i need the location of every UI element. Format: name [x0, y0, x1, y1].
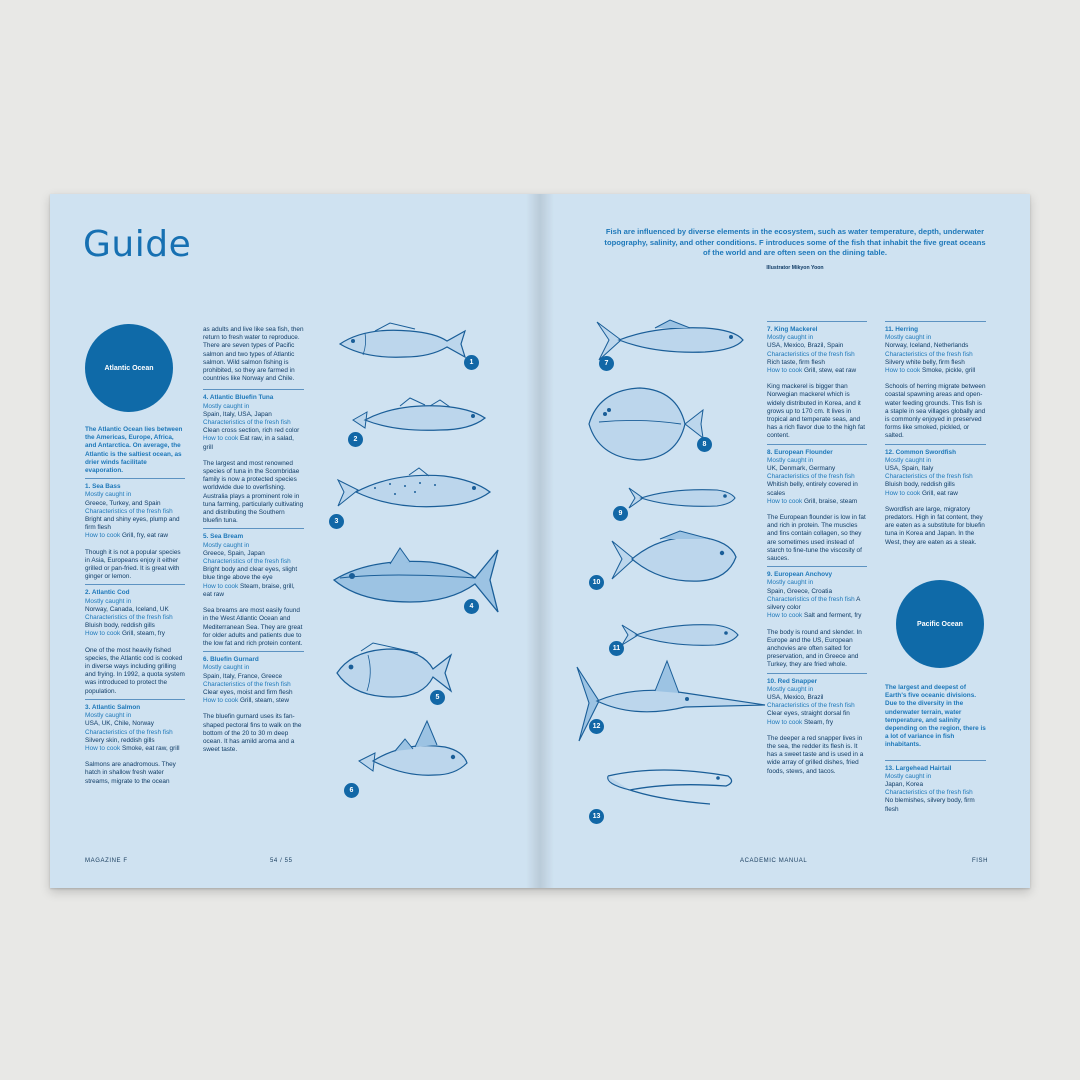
- fish-number-badge: 7: [599, 356, 614, 371]
- caught-label: Mostly caught in: [203, 402, 250, 410]
- entry-body: Sea breams are most easily found in the West Atlantic Ocean and Mediterranean Sea. They are great for older adults and patients due to the low fat and rich protein content.: [203, 607, 303, 647]
- char-value: Rich taste, firm flesh: [767, 358, 825, 366]
- cook-label: How to cook: [767, 497, 803, 505]
- char-label: Characteristics of the fresh fish: [203, 558, 291, 566]
- fish-number-badge: 12: [589, 719, 604, 734]
- fish-number-badge: 13: [589, 809, 604, 824]
- char-value: Bright and shiny eyes, plump and firm flesh: [85, 516, 180, 532]
- char-value: Bright body and clear eyes, slight blue tinge above the eye: [203, 566, 298, 582]
- caught-label: Mostly caught in: [85, 597, 132, 605]
- column-2: [203, 326, 304, 754]
- entry-heading: 8. European Flounder: [767, 448, 833, 456]
- atlantic-cod-illustration: [345, 394, 490, 442]
- footer-topic: FISH: [972, 858, 989, 864]
- entry-body: The largest and most renowned species of tuna in the Scombridae family is now a protected species worldwide due to overfishing. Australia plays a prominent role in tuna farming, particularly cultivating and distributing the Southern bluefin tuna.: [203, 459, 304, 525]
- fish-number-badge: 11: [609, 641, 624, 656]
- cook-label: How to cook: [203, 582, 239, 590]
- char-value: Clean cross section, rich red color: [203, 427, 300, 435]
- bluefin-gurnard-illustration: [355, 719, 470, 787]
- char-label: Characteristics of the fresh fish: [85, 614, 173, 622]
- magazine-spread: [50, 194, 1030, 888]
- caught-label: Mostly caught in: [85, 491, 132, 499]
- right-page: [540, 194, 1030, 888]
- king-mackerel-illustration: [595, 316, 745, 364]
- cook-value: Grill, steam, stew: [238, 697, 289, 705]
- char-label: Characteristics of the fresh fish: [767, 473, 855, 481]
- char-label: Characteristics of the fresh fish: [85, 507, 173, 515]
- char-label: Characteristics of the fresh fish: [203, 419, 291, 427]
- red-snapper-illustration: [610, 529, 740, 589]
- footer-magazine: MAGAZINE F: [85, 858, 128, 864]
- caught-value: Spain, Greece, Croatia: [767, 587, 833, 595]
- caught-value: USA, Mexico, Brazil: [767, 693, 824, 701]
- char-value: Whitish belly, entirely covered in scales: [767, 481, 858, 497]
- atlantic-ocean-badge: [85, 324, 173, 412]
- char-label: Characteristics of the fresh fish: [85, 728, 173, 736]
- fish-number-badge: 3: [329, 514, 344, 529]
- atlantic-salmon-illustration: [334, 466, 494, 518]
- cook-label: How to cook: [85, 630, 121, 638]
- caught-label: Mostly caught in: [885, 456, 932, 464]
- cook-label: How to cook: [767, 718, 803, 726]
- cook-value: Grill, stew, eat raw: [802, 367, 857, 375]
- char-value: Silvery white belly, firm flesh: [885, 358, 965, 366]
- cook-label: How to cook: [203, 435, 239, 443]
- pacific-ocean-label: Pacific Ocean: [917, 620, 963, 628]
- atlantic-intro: The Atlantic Ocean lies between the Americas, Europe, Africa, and Antarctica. On average, the Atlantic is the saltiest ocean, as drier winds facilitate evaporation.: [85, 426, 183, 475]
- caught-value: Greece, Turkey, and Spain: [85, 499, 161, 507]
- fish-number-badge: 9: [613, 506, 628, 521]
- gutter-shadow: [526, 194, 540, 888]
- char-label: Characteristics of the fresh fish: [885, 789, 973, 797]
- caught-label: Mostly caught in: [203, 664, 250, 672]
- cook-label: How to cook: [885, 367, 921, 375]
- caught-label: Mostly caught in: [85, 712, 132, 720]
- char-value: Silvery skin, reddish gills: [85, 736, 155, 744]
- caught-value: Norway, Iceland, Netherlands: [885, 342, 969, 350]
- swordfish-illustration: [575, 657, 767, 747]
- atlantic-ocean-label: Atlantic Ocean: [104, 364, 154, 372]
- caught-label: Mostly caught in: [767, 334, 814, 342]
- cook-value: Salt and ferment, fry: [802, 612, 862, 620]
- entry-heading: 7. King Mackerel: [767, 326, 818, 333]
- fish-number-badge: 10: [589, 575, 604, 590]
- fish-number-badge: 2: [348, 432, 363, 447]
- cook-value: Grill, steam, fry: [120, 630, 165, 638]
- entry-heading: 2. Atlantic Cod: [85, 589, 130, 597]
- entry-body: The deeper a red snapper lives in the sea, the redder its flesh is. It has a sweet taste and is used in a wide array of grilled dishes, fried foods, stews, and tacos.: [767, 734, 864, 775]
- cook-value: Grill, fry, eat raw: [120, 532, 168, 540]
- fish-number-badge: 4: [464, 599, 479, 614]
- herring-illustration: [620, 619, 740, 651]
- cook-label: How to cook: [85, 744, 121, 752]
- caught-label: Mostly caught in: [885, 772, 932, 780]
- left-page: [50, 194, 540, 888]
- largehead-hairtail-illustration: [600, 764, 740, 819]
- caught-label: Mostly caught in: [767, 685, 814, 693]
- footer-section: ACADEMIC MANUAL: [740, 858, 808, 864]
- column-4-lower: [885, 684, 986, 814]
- cook-value: Smoke, eat raw, grill: [120, 744, 180, 752]
- entry-heading: 10. Red Snapper: [767, 677, 818, 685]
- entry-body: The body is round and slender. In Europe and the US, European anchovies are often salted for preservation, and in Greece and Turkey, they are fried whole.: [767, 628, 862, 669]
- column-1: [85, 426, 185, 786]
- european-anchovy-illustration: [627, 484, 737, 512]
- char-value: A silvery color: [767, 595, 861, 612]
- entry-body: Though it is not a popular species in Asia, Europeans enjoy it either grilled or pan-fried. It is great with ginger or lemon.: [85, 548, 181, 581]
- caught-value: USA, Spain, Italy: [885, 465, 934, 473]
- cook-value: Steam, fry: [802, 718, 834, 726]
- caught-value: Greece, Spain, Japan: [203, 549, 265, 557]
- cook-value: Smoke, pickle, grill: [920, 367, 976, 375]
- cook-value: Grill, eat raw: [920, 489, 958, 497]
- char-value: No blemishes, silvery body, firm flesh: [885, 797, 975, 813]
- entry-body: One of the most heavily fished species, the Atlantic cod is cooked in diverse ways including grilling and frying. In 1992, a quota system was introduced to protect the population.: [85, 646, 185, 695]
- char-label: Characteristics of the fresh fish: [885, 350, 973, 358]
- pacific-intro: The largest and deepest of Earth's five oceanic divisions. Due to the diversity in the underwater terrain, water temperature, and salinity depending on the region, there is a lot of variance in fish inhabitants.: [885, 684, 986, 749]
- char-value: Bluish body, reddish gills: [85, 622, 155, 630]
- fish-number-badge: 5: [430, 690, 445, 705]
- entry-heading: 9. European Anchovy: [767, 571, 833, 579]
- char-label: Characteristics of the fresh fish: [767, 702, 855, 710]
- illustrator-credit: Illustrator Mikyon Yoon: [766, 265, 824, 271]
- cook-label: How to cook: [767, 612, 803, 620]
- entry-body: The bluefin gurnard uses its fan-shaped pectoral fins to walk on the bottom of the 20 to 30 m deep ocean. It has amild aroma and a sweet taste.: [203, 713, 302, 754]
- caught-label: Mostly caught in: [767, 456, 814, 464]
- cook-value: Eat raw, in a salad, grill: [203, 435, 294, 451]
- footer-page-numbers: 54 / 55: [270, 858, 293, 864]
- char-label: Characteristics of the fresh fish: [885, 473, 973, 481]
- gutter-shadow: [540, 194, 554, 888]
- fish-number-badge: 1: [464, 355, 479, 370]
- caught-label: Mostly caught in: [885, 334, 932, 342]
- char-label: Characteristics of the fresh fish: [203, 680, 291, 688]
- char-value: Clear eyes, moist and firm flesh: [203, 688, 293, 696]
- char-label: Characteristics of the fresh fish: [767, 350, 855, 358]
- entry-body: The European flounder is low in fat and rich in protein. The muscles and fins contain collagen, so they are sometimes used instead of starch to fine-tune the viscosity of sauces.: [767, 514, 866, 563]
- cook-label: How to cook: [885, 489, 921, 497]
- cook-label: How to cook: [767, 367, 803, 375]
- caught-value: Japan, Korea: [885, 781, 924, 789]
- entry-body: Salmons are anadromous. They hatch in shallow fresh water streams, migrate to the ocean: [85, 761, 176, 785]
- entry-body: as adults and live like sea fish, then return to fresh water to reproduce. There are seven types of Pacific salmon and two types of Atlantic salmon. Wild salmon fishing is prohibited, so they are farmed in countries like Norway and Chile.: [203, 326, 304, 383]
- caught-value: USA, Mexico, Brazil, Spain: [767, 342, 844, 350]
- entry-heading: 5. Sea Bream: [203, 533, 244, 541]
- column-3: [767, 321, 867, 776]
- entry-body: Swordfish are large, migratory predators. High in fat content, they are eaten as a substitute for bluefin tuna in Korea and Japan. In the West, they are eaten as a steak.: [885, 505, 985, 546]
- caught-value: Norway, Canada, Iceland, UK: [85, 605, 169, 613]
- column-4: [885, 321, 986, 547]
- caught-label: Mostly caught in: [203, 541, 250, 549]
- fish-number-badge: 6: [344, 783, 359, 798]
- european-flounder-illustration: [585, 384, 705, 466]
- entry-heading: 3. Atlantic Salmon: [85, 703, 141, 711]
- char-label: Characteristics of the fresh fish: [767, 595, 855, 603]
- caught-value: UK, Denmark, Germany: [767, 465, 836, 473]
- cook-label: How to cook: [203, 697, 239, 705]
- entry-heading: 6. Bluefin Gurnard: [203, 656, 259, 664]
- entry-heading: 11. Herring: [885, 326, 919, 333]
- page-title: Guide: [83, 224, 192, 265]
- char-value: Bluish body, reddish gills: [885, 481, 955, 489]
- caught-value: Spain, Italy, USA, Japan: [203, 410, 272, 418]
- char-value: Clear eyes, straight dorsal fin: [767, 710, 850, 718]
- entry-heading: 4. Atlantic Bluefin Tuna: [203, 394, 274, 402]
- caught-value: Spain, Italy, France, Greece: [203, 672, 283, 680]
- cook-label: How to cook: [85, 532, 121, 540]
- entry-body: Schools of herring migrate between coastal spawning areas and open-water feeding grounds. This fish is a staple in sea villages globally and is commonly enjoyed in preserved forms like smoked, pickled, or salted.: [885, 383, 986, 440]
- caught-value: USA, UK, Chile, Norway: [85, 720, 154, 728]
- pacific-ocean-badge: [896, 580, 984, 668]
- entry-body: King mackerel is bigger than Norwegian mackerel which is widely distributed in Korea, and it grows up to 170 cm. It lives in tropical and temperate seas, and has a rich flavor due to the high fat content.: [767, 383, 866, 440]
- sea-bass-illustration: [335, 319, 470, 369]
- fish-number-badge: 8: [697, 437, 712, 452]
- lead-paragraph: Fish are influenced by diverse elements in the ecosystem, such as water temperature, depth, underwater topography, salinity, and other conditions. F introduces some of the fish that inhabit the five great oceans of the world and are often seen on the dining table.: [604, 227, 986, 257]
- cook-value: Grill, braise, steam: [802, 497, 858, 505]
- entry-heading: 1. Sea Bass: [85, 483, 121, 491]
- entry-heading: 12. Common Swordfish: [885, 448, 957, 456]
- caught-label: Mostly caught in: [767, 579, 814, 587]
- cook-value: Steam, braise, grill, eat raw: [203, 582, 295, 598]
- entry-heading: 13. Largehead Hairtail: [885, 764, 952, 772]
